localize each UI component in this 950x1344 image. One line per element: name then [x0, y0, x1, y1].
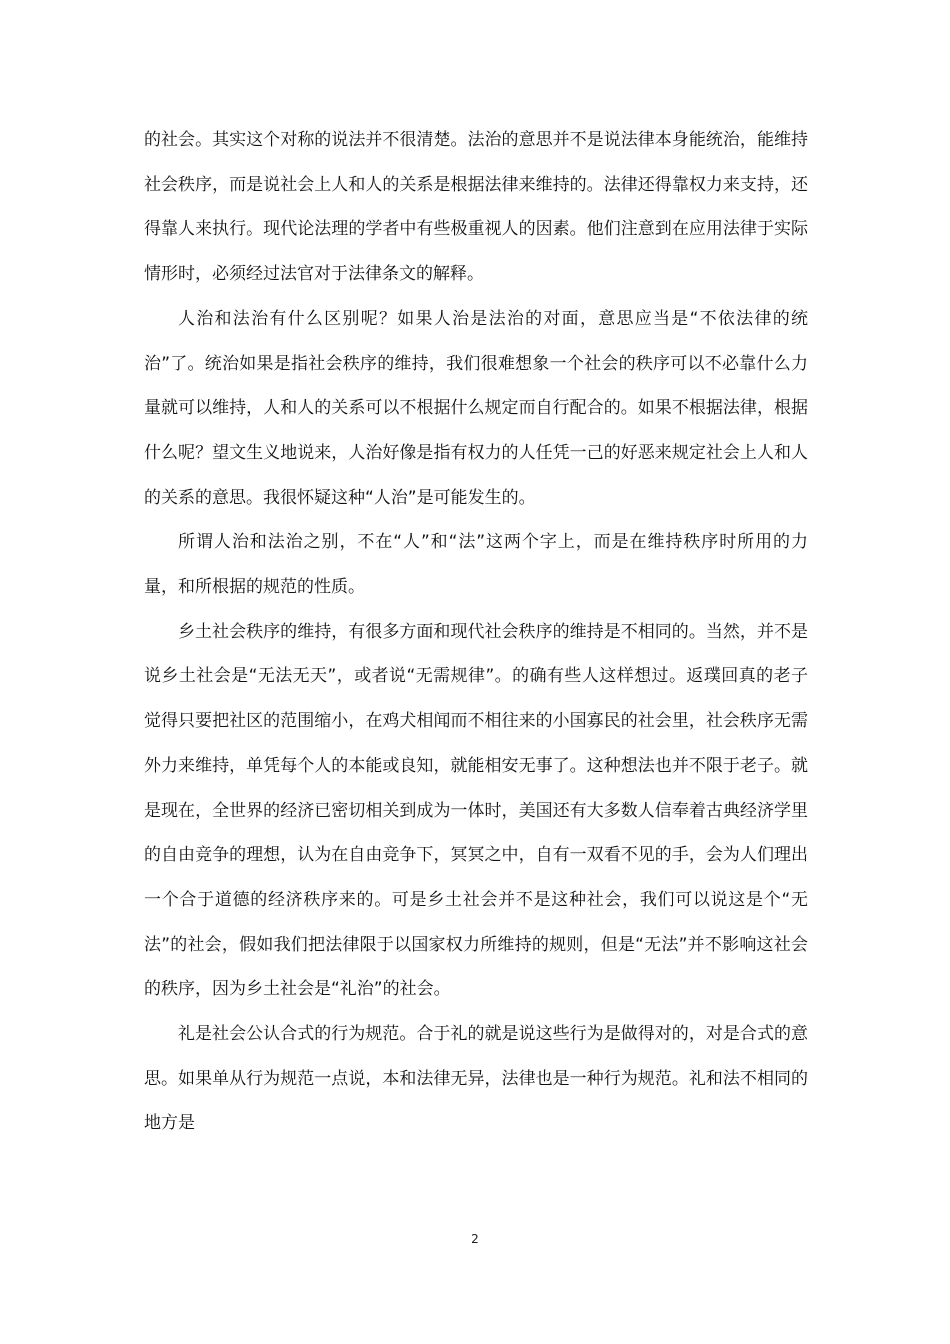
paragraph-rural-order: 乡土社会秩序的维持，有很多方面和现代社会秩序的维持是不相同的。当然，并不是说乡土社会是“无法无天”，或者说“无需规律”。的确有些人这样想过。返璞回真的老子觉得只要把社区的范围缩小，在鸡犬相闻而不相往来的小国寡民的社会里，社会秩序无需外力来维持，单凭每个人的本能或良知，就能相安无事了。这种想法也并不限于老子。就是现在，全世界的经济已密切相关到成为一体时，美国还有大多数人信奉着古典经济学里的自由竞争的理想，认为在自由竞争下，冥冥之中，自有一双看不见的手，会为人们理出一个合于道德的经济秩序来的。可是乡土社会并不是这种社会，我们可以说这是个“无法”的社会，假如我们把法律限于以国家权力所维持的规则，但是“无法”并不影响这社会的秩序，因为乡土社会是“礼治”的社会。	[144, 621, 808, 1000]
paragraph-continuation: 的社会。其实这个对称的说法并不很清楚。法治的意思并不是说法律本身能统治，能维持社会秩序，而是说社会上人和人的关系是根据法律来维持的。法律还得靠权力来支持，还得靠人来执行。现代论法理的学者中有些极重视人的因素。他们注意到在应用法律于实际情形时，必须经过法官对于法律条文的解释。	[144, 130, 808, 285]
paragraph-rites: 礼是社会公认合式的行为规范。合于礼的就是说这些行为是做得对的，对是合式的意思。如果单从行为规范一点说，本和法律无异，法律也是一种行为规范。礼和法不相同的地方是	[144, 1024, 808, 1134]
page-number: 2	[471, 1232, 479, 1246]
body-text	[144, 118, 808, 1146]
paragraph-rule-of-man: 人治和法治有什么区别呢？如果人治是法治的对面，意思应当是“不依法律的统治”了。统治如果是指社会秩序的维持，我们很难想象一个社会的秩序可以不必靠什么力量就可以维持，人和人的关系可以不根据什么规定而自行配合的。如果不根据法律，根据什么呢？望文生义地说来，人治好像是指有权力的人任凭一己的好恶来规定社会上人和人的关系的意思。我很怀疑这种“人治”是可能发生的。	[144, 308, 808, 508]
paragraph-distinction: 所谓人治和法治之别，不在“人”和“法”这两个字上，而是在维持秩序时所用的力量，和所根据的规范的性质。	[144, 532, 808, 598]
